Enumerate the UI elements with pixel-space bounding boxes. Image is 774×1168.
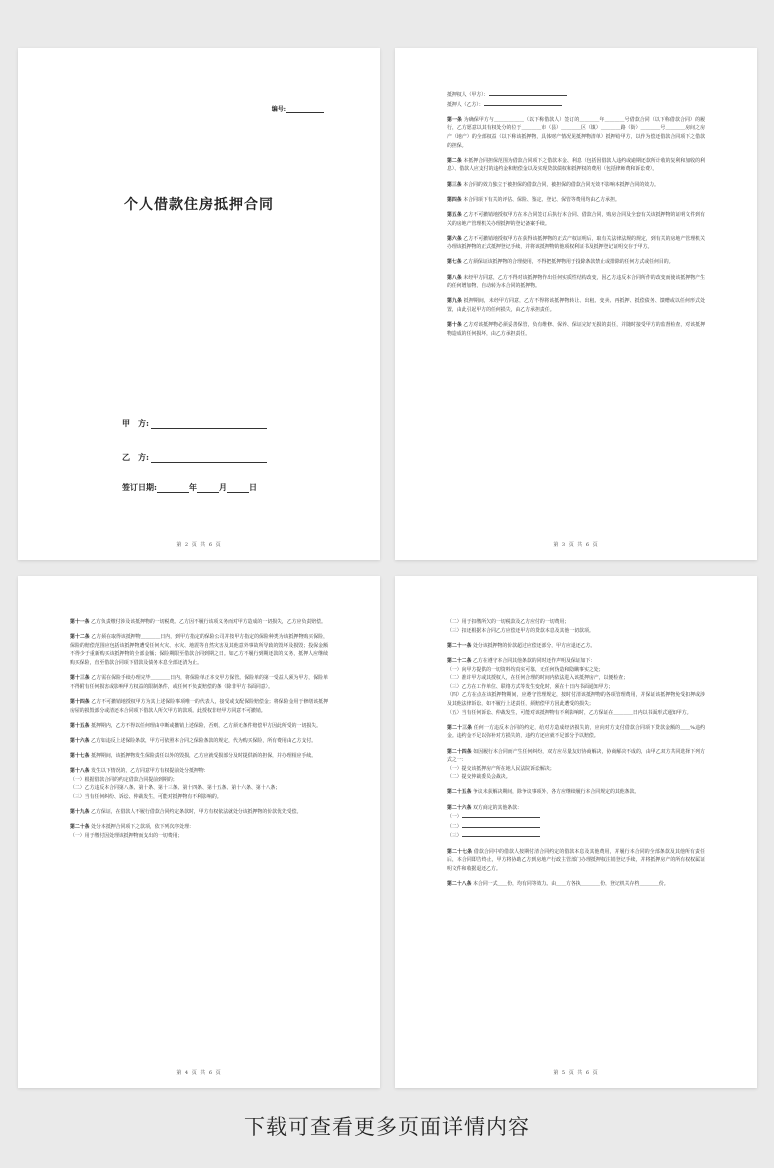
article-number: 第十一条 — [70, 619, 90, 625]
article-text: 乙方需在保险手续办理完毕＿＿＿＿日内，将保险单正本交甲方保管。保险单的第一受益人须为甲方，保险单不得附有任何损害或影响甲方权益的限制条件，或任何不负责赔偿的条（除非甲方书面同意）。 — [70, 675, 328, 690]
page-footer: 第 2 页 共 6 页 — [176, 542, 222, 548]
article-text: 处分本抵押合同项下之款项，依下列次序处理： — [91, 824, 194, 831]
sign-date-row: 签订日期: 年 月 日 — [122, 482, 257, 492]
contract-article — [447, 157, 705, 174]
article-text: （一）用于缴付因处理该抵押物而支出的一切费用； — [70, 833, 183, 840]
article-number: 第二条 — [447, 157, 462, 164]
article-text: （三）乙方在工作单位、联络方式等发生变化时，须在十日内书面通知甲方； — [447, 683, 614, 690]
fill-in-blank — [484, 100, 562, 106]
article-number: 第二十三条 — [447, 724, 473, 731]
article-number: 第二十四条 — [447, 748, 472, 755]
party-b-row: 乙 方: — [122, 452, 267, 463]
contract-clause — [70, 776, 328, 785]
contract-article — [447, 258, 705, 267]
article-text: 争议未获解决期间，除争议事项外，各方应继续履行本合同规定的其他条款。 — [473, 789, 640, 796]
article-number: 第二十二条 — [447, 657, 472, 664]
article-number: 第一条 — [447, 116, 463, 123]
contract-article — [70, 737, 328, 746]
contract-article — [447, 724, 705, 741]
article-text: （一）根据借款合同的约定借款合同提前到期的； — [70, 776, 178, 783]
article-number: 第二十一条 — [447, 642, 472, 649]
article-number: 第九条 — [447, 298, 463, 305]
page-footer: 第 5 页 共 6 页 — [553, 1070, 599, 1076]
contract-article — [447, 321, 705, 338]
article-text: 抵押期内，乙方不得以任何理由中断或撤销上述保险，否则，乙方须无条件赔偿甲方因此所受的一切损失。 — [91, 722, 322, 729]
contract-article — [447, 848, 705, 874]
fill-in-blank — [462, 822, 540, 828]
contract-clause — [447, 831, 705, 841]
article-number: 第六条 — [447, 235, 462, 242]
article-text: 发生以下情况的，乙方同意甲方有权提前处分抵押物： — [91, 768, 209, 775]
article-text: （一）向甲方提供的一切资料均真实可靠，无任何伪造和隐瞒事实之处； — [447, 666, 604, 673]
contract-article — [447, 657, 705, 666]
article-text: 乙方不可撤销地授权甲方在本合同签订后执行本合同、借款合同，购房合同及全套有关该抵押物的证明文件到有关的房地产管理机关办理抵押的登记备案手续。 — [447, 211, 705, 227]
contract-clause — [70, 793, 328, 802]
article-number: 第十八条 — [70, 768, 90, 775]
page-body — [70, 618, 328, 847]
party-a-blank — [151, 420, 267, 429]
contract-clause — [447, 822, 705, 832]
article-number: 第二十七条 — [447, 848, 473, 855]
article-number: 第五条 — [447, 211, 462, 218]
contract-article — [70, 674, 328, 691]
article-text: （二）准许甲方或其授权人，在任何合理的时间内依法进入该抵押房产，以便检查； — [447, 675, 628, 682]
article-text: 未经甲方同意，乙方不得对该抵押物作出任何实质性结构改变，因乙方违反本合同所作的改变而使该抵押物产生的任何增加物，自动转为本合同的抵押物。 — [447, 274, 705, 290]
article-text: （三） — [447, 833, 462, 840]
download-caption[interactable]: 下载可查看更多页面详情内容 — [244, 1115, 530, 1139]
article-text: 双方商定的其他条款： — [473, 804, 522, 811]
article-text: 乙方对该抵押物必须妥善保管，负有维修、保养、保证完好无损的责任，并随时接受甲方的监督检查，对该抵押物造成的任何损坏，由乙方承担责任。 — [447, 322, 705, 337]
article-number: 第四条 — [447, 196, 462, 203]
contract-clause — [447, 90, 705, 100]
article-text: 乙方须在取得该抵押物＿＿＿＿日内，到甲方指定的保险公司并按甲方指定的保险种类为该抵押物购买保险，保险的赔偿范围应包括该抵押物遭受任何火灾、水灾、地震等自然灾害及其他意外事故所导致的毁坏及损毁；投保金额不得少于重新购买该抵押物的全部金额；保险期限至借款合同到期之日。如乙方不履行到期还款的义务，抵押人应继续购买保险，直至借款合同项下借款及债务本息全部还清为止。 — [70, 634, 328, 666]
contract-article — [70, 752, 328, 761]
contract-article — [447, 196, 705, 205]
contract-clause — [447, 666, 705, 675]
contract-article — [447, 274, 705, 291]
contract-clause — [447, 683, 705, 692]
article-text: 乙方须保证该抵押物的合理使用，不得把抵押物用于投除条款禁止或排除的任何方式或任何目的。 — [463, 259, 674, 266]
article-text: 本合同项下有关的评估、保险、鉴定、登记、保管等费用均由乙方承担。 — [463, 196, 620, 203]
contract-article — [70, 808, 328, 817]
contract-clause — [447, 100, 705, 110]
contract-article — [447, 748, 705, 765]
contract-title: 个人借款住房抵押合同 — [124, 197, 274, 213]
article-number: 第二十六条 — [447, 804, 472, 811]
article-text: （五）当有任何诉讼、仲裁发生，可能对该抵押物有不利影响时，乙方保证在＿＿＿＿日内以书面形式通知甲方。 — [447, 709, 692, 716]
article-text: （四）乙方在点在该抵押物期间，应遵守管理规定，按时付清该抵押物的各项管理费用，并保证该抵押物免受扣押或涉及其他法律诉讼，如不履行上述责任，须赔偿甲方因此遭受的损失； — [447, 692, 705, 707]
fill-in-blank — [489, 90, 567, 96]
page-footer: 第 4 页 共 6 页 — [176, 1070, 222, 1076]
article-text: （二）用于扣缴所欠的一切税款及乙方应付的一切费用； — [447, 619, 570, 625]
contract-article — [70, 722, 328, 731]
contract-article — [447, 297, 705, 314]
article-text: 为确保甲方与＿＿＿＿＿＿（以下称借款人）签订的＿＿＿＿年＿＿＿＿号借款合同（以下称借款合同）的履行，乙方愿意以其有权处分的位于＿＿＿＿市（县）＿＿＿＿区（镇）＿＿＿＿路（街）＿＿＿＿号＿＿＿＿房间之房产（地产）的全部权益（以下称该抵押物，具体财产情况见抵押物清单）抵押给甲方，以作为偿还借款合同项下之借款的担保。 — [447, 116, 705, 149]
article-text: （二）提交仲裁委员会裁决。 — [447, 774, 511, 781]
contract-clause — [447, 674, 705, 683]
contract-article — [70, 767, 328, 776]
article-text: 乙方不可撤销地授权甲方在获得该抵押物的正式产权证明后，取有关法律法规的规定，到有关的房地产管理机关办理该抵押物的正式抵押登记手续，并将该抵押物的他项权利证书及抵押登记证明交存于甲方。 — [447, 235, 705, 251]
contract-clause — [447, 773, 705, 782]
article-number: 第十三条 — [70, 675, 90, 682]
contract-article — [447, 880, 705, 889]
article-number: 第十九条 — [70, 809, 90, 816]
contract-page-cover — [18, 48, 380, 560]
contract-article — [70, 823, 328, 832]
contract-page-4 — [18, 576, 380, 1088]
contract-page-5 — [395, 576, 757, 1088]
number-blank — [286, 106, 324, 113]
article-text: 本抵押合同担保范围为借款合同项下之借款本金、利息（包括因借款人违约或逾期还款所计收的复利和加收的利息）、借款人应支付的违约金和赔偿金以及实现贷款债权和抵押权的费用（包括律师费和诉讼费）。 — [447, 157, 705, 173]
contract-article — [447, 211, 705, 228]
article-text: 本合同的效力独立于被担保的借款合同，被担保的借款合同无效不影响本抵押合同的效力。 — [463, 181, 659, 188]
contract-article — [447, 181, 705, 190]
contract-article — [70, 618, 328, 627]
article-text: 抵押权人（甲方）： — [447, 92, 489, 98]
contract-article — [70, 698, 328, 715]
party-b-blank — [151, 454, 267, 463]
article-text: 借款合同中的借款人按期付清合同约定的借款本息及其他费用，并履行本合同的全部条款及其他所有责任后，本合同即告终止，甲方将协助乙方到房地产行政主管部门办理抵押权注销登记手续，并将抵押房产的所有权权属证明文件和收据退还乙方。 — [447, 848, 705, 872]
article-text: 如因履行本合同而产生任何纠纷，双方应尽量友好协商解决，协商解决不成的，由甲乙双方共同选择下列方式之一： — [447, 748, 705, 764]
article-number: 第七条 — [447, 259, 462, 266]
article-number: 第十条 — [447, 322, 462, 329]
contract-clause — [447, 812, 705, 822]
article-text: 本合同一式＿＿份，均有同等效力。由＿＿方各执＿＿＿＿份，登记机关存档＿＿＿＿份。 — [473, 881, 669, 887]
contract-article — [447, 235, 705, 252]
contract-article — [447, 788, 705, 797]
fill-in-blank — [462, 831, 540, 837]
article-text: （二） — [447, 823, 462, 830]
article-text: 乙方在遵守本合同其他条款的同时还作声明及保证如下： — [473, 657, 596, 664]
article-text: （二）乙方违反本合同第八条、第十条、第十三条、第十四条、第十五条、第十六条、第十八条； — [70, 785, 281, 792]
party-a-row: 甲 方: — [122, 418, 267, 429]
contract-clause — [70, 784, 328, 793]
article-text: （一）提交该抵押房产所在地人民法院诉讼解决； — [447, 765, 555, 772]
contract-page-3 — [395, 48, 757, 560]
article-number: 第十七条 — [70, 753, 90, 760]
contract-article — [70, 633, 328, 667]
contract-clause — [447, 627, 705, 636]
contract-clause — [447, 691, 705, 708]
article-number: 第十五条 — [70, 722, 90, 729]
contract-clause — [447, 709, 705, 718]
page-body — [447, 618, 705, 895]
article-text: （三）扣还根据本合同乙方应偿还甲方的贷款本息及其他一切款项。 — [447, 627, 594, 634]
article-text: 抵押期间，未经甲方同意，乙方不得将该抵押物转让、出租、变卖、再抵押、抵偿债务、馈赠或以任何形式处置，由此引起甲方的任何损失，由乙方承担责任。 — [447, 298, 705, 314]
contract-number: 编号: — [272, 104, 324, 113]
article-text: 乙方负责缴付涉及该抵押物的一切税费。乙方因不履行该项义务而对甲方造成的一切损失，乙方应负责赔偿。 — [91, 619, 326, 625]
article-text: （一） — [447, 814, 462, 821]
contract-clause — [447, 618, 705, 627]
article-text: 乙方不可撤销地授权甲方为其上述保险事项唯一的代表人，接受或支配保险赔偿金；将保险金用于修缮该抵押房屋的损毁部分或清还本合同项下借款人所欠甲方的款项。此授权非经甲方同意不可撤销。 — [70, 698, 328, 714]
article-number: 第十二条 — [70, 634, 90, 641]
article-number: 第八条 — [447, 274, 462, 281]
article-text: 抵押人（乙方）： — [447, 101, 484, 108]
article-number: 第二十八条 — [447, 881, 472, 887]
article-text: 抵押期间，该抵押物发生保险责任以外的毁损，乙方应就受损部分及时提供新的担保，并办理相应手续。 — [91, 753, 317, 760]
article-number: 第十六条 — [70, 737, 90, 744]
contract-clause — [447, 765, 705, 774]
contract-article — [447, 642, 705, 651]
article-number: 第二十五条 — [447, 789, 472, 796]
article-number: 第三条 — [447, 181, 462, 188]
contract-article — [447, 804, 705, 813]
page-footer: 第 3 页 共 6 页 — [553, 542, 599, 548]
article-number: 第二十条 — [70, 824, 90, 831]
article-text: 任何一方违反本合同的约定，给对方造成经济损失的，应向对方支付借款合同项下贷款金额的＿＿%违约金。违约金不足以弥补对方损失的，违约方还应就不足部分予以赔偿。 — [447, 724, 705, 740]
article-text: 乙方保证，在借款人不履行借款合同约定条款时，甲方有权依法就处分该抵押物的价款优先受偿。 — [91, 809, 302, 816]
contract-article — [447, 116, 705, 150]
article-text: （三）当有任何纠纷、诉讼、仲裁发生，可能对抵押物有不利影响的。 — [70, 794, 222, 801]
page-body — [447, 90, 705, 345]
contract-clause — [70, 832, 328, 841]
article-number: 第十四条 — [70, 698, 90, 705]
fill-in-blank — [462, 812, 540, 818]
article-text: 乙方如违反上述保险条款，甲方可依照本合同之保险条款的规定，代为购买保险，所有费用由乙方支付。 — [91, 737, 317, 744]
article-text: 处分该抵押物的价款超过应偿还部分，甲方应退还乙方。 — [473, 642, 596, 649]
